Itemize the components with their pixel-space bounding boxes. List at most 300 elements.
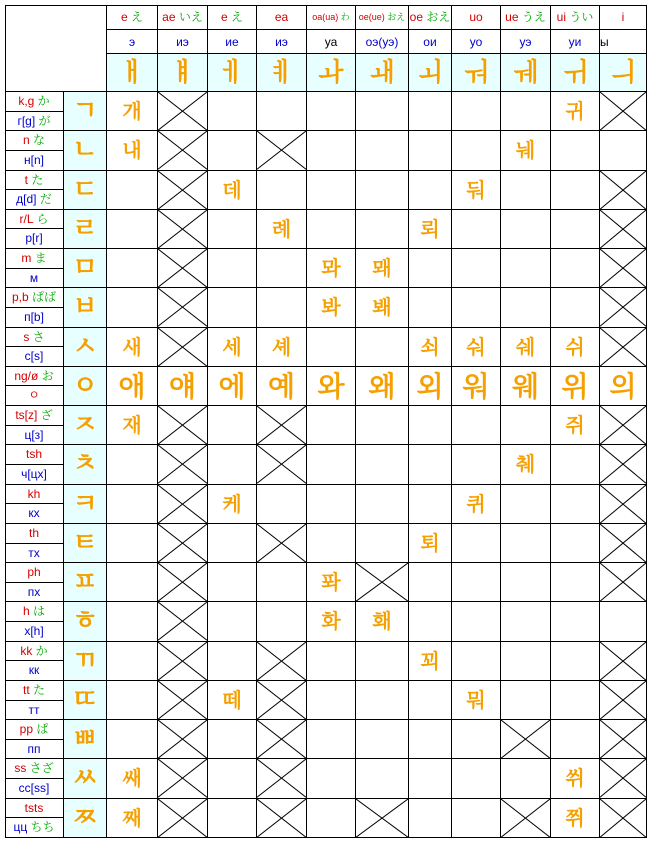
consonant-jamo-2 xyxy=(64,171,107,210)
syllable-cell xyxy=(257,524,307,563)
consonant-jamo-16 xyxy=(64,720,107,759)
cyrillic-label xyxy=(5,779,63,799)
syllable-cell xyxy=(551,642,600,681)
syllable-cell xyxy=(551,485,600,524)
syllable-cell xyxy=(356,171,409,210)
syllable-cell xyxy=(107,249,158,288)
syllable-cell xyxy=(452,288,501,327)
consonant-label-14 xyxy=(5,642,64,681)
syllable-cell xyxy=(107,288,158,327)
latin-text: t xyxy=(24,172,28,187)
cyrillic-text: р[r] xyxy=(25,231,43,246)
syllable-cell xyxy=(356,210,409,249)
syllable-cell xyxy=(208,367,257,406)
syllable-cell xyxy=(107,524,158,563)
syllable-cell xyxy=(551,445,600,484)
syllable-text: 개 xyxy=(122,99,142,123)
cross-mark-icon xyxy=(257,642,306,680)
cyrillic-text: г[g] xyxy=(17,113,36,128)
syllable-cell xyxy=(409,445,452,484)
syllable-cell xyxy=(356,799,409,838)
syllable-cell xyxy=(257,642,307,681)
header-latin-0 xyxy=(107,5,158,30)
cyrillic-text: ц[з] xyxy=(24,427,44,442)
syllable-cell xyxy=(600,171,647,210)
consonant-jamo: ㅍ xyxy=(72,567,98,598)
syllable-cell xyxy=(409,602,452,641)
cross-mark-icon xyxy=(600,720,646,758)
syllable-cell xyxy=(356,288,409,327)
syllable-cell xyxy=(307,210,356,249)
syllable-cell xyxy=(257,288,307,327)
cross-mark-icon xyxy=(600,406,646,444)
syllable-cell xyxy=(208,328,257,367)
syllable-cell xyxy=(409,563,452,602)
consonant-label-13 xyxy=(5,602,64,641)
cyrillic-label: оэ(уэ) xyxy=(365,35,399,49)
kana-text: だ xyxy=(36,192,52,207)
syllable-cell xyxy=(501,681,551,720)
header-cyrillic-10 xyxy=(600,30,647,54)
header-latin-label xyxy=(158,5,207,30)
syllable-text: 봐 xyxy=(321,295,341,320)
cross-mark-icon xyxy=(158,524,207,562)
syllable-cell xyxy=(158,681,208,720)
cyrillic-label: иэ xyxy=(176,35,189,49)
syllable-cell xyxy=(208,210,257,249)
consonant-label-7 xyxy=(5,367,64,406)
cyrillic-text: тх xyxy=(28,545,40,560)
latin-label xyxy=(5,367,63,387)
syllable-text: 웨 xyxy=(511,369,540,403)
syllable-cell xyxy=(158,720,208,759)
latin-text: k,g xyxy=(18,94,35,108)
syllable-text: 홰 xyxy=(372,609,392,634)
cyrillic-label: уи xyxy=(568,35,582,49)
header-cyrillic-1 xyxy=(158,30,208,54)
consonant-jamo: ㅎ xyxy=(72,606,98,637)
cyrillic-label: уо xyxy=(469,35,483,49)
syllable-cell xyxy=(452,642,501,681)
vowel-jamo: ㅘ xyxy=(318,58,344,88)
syllable-cell xyxy=(208,602,257,641)
cyrillic-label xyxy=(5,544,63,564)
syllable-cell xyxy=(501,249,551,288)
cyrillic-label xyxy=(5,740,63,760)
cyrillic-label xyxy=(5,818,63,838)
syllable-cell xyxy=(208,406,257,445)
latin-text: pp xyxy=(19,722,33,737)
syllable-cell xyxy=(107,210,158,249)
syllable-cell xyxy=(158,92,208,131)
cross-mark-icon xyxy=(600,171,646,209)
header-vowel-10 xyxy=(600,54,647,92)
syllable-cell xyxy=(158,249,208,288)
header-latin-4 xyxy=(307,5,356,30)
syllable-cell xyxy=(257,485,307,524)
syllable-cell xyxy=(356,92,409,131)
kana-text: が xyxy=(35,113,51,128)
latin-label xyxy=(5,131,63,151)
syllable-cell xyxy=(551,563,600,602)
syllable-cell xyxy=(257,799,307,838)
vowel-jamo: ㅐ xyxy=(119,58,145,88)
syllable-cell xyxy=(107,681,158,720)
vowel-jamo: ㅒ xyxy=(169,58,196,88)
syllable-cell xyxy=(600,720,647,759)
consonant-jamo-11 xyxy=(64,524,107,563)
header-vowel-2 xyxy=(208,54,257,92)
syllable-cell xyxy=(600,563,647,602)
cyrillic-label: иэ xyxy=(275,35,288,49)
consonant-jamo: ㅆ xyxy=(72,763,98,794)
consonant-jamo-8 xyxy=(64,406,107,445)
header-vowel-8 xyxy=(501,54,551,92)
cyrillic-label xyxy=(5,190,63,210)
consonant-jamo-14 xyxy=(64,642,107,681)
syllable-text: 숴 xyxy=(466,334,486,359)
syllable-text: 뭐 xyxy=(466,687,486,712)
syllable-cell xyxy=(452,131,501,170)
cross-mark-icon xyxy=(257,445,306,483)
syllable-cell xyxy=(158,642,208,681)
syllable-cell xyxy=(307,642,356,681)
latin-label xyxy=(5,288,63,308)
cross-mark-icon xyxy=(158,92,207,130)
header-latin-7 xyxy=(452,5,501,30)
syllable-cell xyxy=(208,759,257,798)
korean-vowel-chart xyxy=(5,5,647,838)
cross-mark-icon xyxy=(158,799,207,837)
syllable-cell xyxy=(501,563,551,602)
syllable-cell xyxy=(501,799,551,838)
header-vowel-5 xyxy=(356,54,409,92)
consonant-label-11 xyxy=(5,524,64,563)
latin-text: ae xyxy=(162,10,176,24)
cross-mark-icon xyxy=(158,759,207,797)
syllable-cell xyxy=(158,171,208,210)
cyrillic-label xyxy=(5,269,63,289)
consonant-jamo-5 xyxy=(64,288,107,327)
syllable-cell xyxy=(208,92,257,131)
cross-mark-icon xyxy=(257,720,306,758)
syllable-cell xyxy=(208,681,257,720)
latin-text: ts[z] xyxy=(15,408,38,423)
syllable-cell xyxy=(307,171,356,210)
cyrillic-text: пп xyxy=(27,741,41,756)
syllable-cell xyxy=(600,249,647,288)
consonant-label-5 xyxy=(5,288,64,327)
syllable-text: 워 xyxy=(462,369,490,403)
consonant-jamo: ㅃ xyxy=(72,724,98,755)
syllable-cell xyxy=(600,602,647,641)
syllable-cell xyxy=(158,210,208,249)
consonant-label-17 xyxy=(5,759,64,798)
cross-mark-icon xyxy=(600,642,646,680)
consonant-jamo-15 xyxy=(64,681,107,720)
header-latin-label xyxy=(409,5,451,30)
vowel-jamo: ㅞ xyxy=(512,58,539,88)
kana-text: か xyxy=(34,94,50,108)
cyrillic-label xyxy=(5,386,63,406)
syllable-cell xyxy=(600,759,647,798)
vowel-jamo: ㅖ xyxy=(268,58,295,88)
latin-label xyxy=(5,328,63,348)
syllable-cell xyxy=(452,602,501,641)
cyrillic-label: ие xyxy=(225,35,239,49)
syllable-text: 왜 xyxy=(368,369,396,403)
cyrillic-text: д[d] xyxy=(16,192,37,207)
cross-mark-icon xyxy=(257,131,306,169)
syllable-cell xyxy=(107,328,158,367)
kana-text: え xyxy=(127,10,144,24)
cyrillic-label xyxy=(5,701,63,721)
latin-text: r/L xyxy=(19,211,34,226)
cross-mark-icon xyxy=(257,524,306,562)
syllable-cell xyxy=(600,131,647,170)
syllable-cell xyxy=(158,602,208,641)
consonant-jamo-4 xyxy=(64,249,107,288)
syllable-cell xyxy=(208,524,257,563)
consonant-jamo: ㅌ xyxy=(72,527,98,558)
consonant-label-9 xyxy=(5,445,64,484)
header-latin-label xyxy=(501,5,550,30)
header-vowel-4 xyxy=(307,54,356,92)
syllable-cell xyxy=(208,131,257,170)
syllable-cell xyxy=(307,445,356,484)
latin-label xyxy=(5,406,63,426)
latin-text: tsh xyxy=(25,447,42,462)
syllable-text: 쥐 xyxy=(565,413,585,438)
cross-mark-icon xyxy=(600,681,646,719)
latin-text: e xyxy=(220,10,228,24)
syllable-cell xyxy=(356,406,409,445)
consonant-label-18 xyxy=(5,799,64,838)
syllable-text: 퇴 xyxy=(420,530,440,555)
syllable-cell xyxy=(356,602,409,641)
kana-text: ぱ xyxy=(33,722,49,737)
consonant-label-3 xyxy=(5,210,64,249)
header-cyrillic-5 xyxy=(356,30,409,54)
kana-text: た xyxy=(28,172,44,187)
kana-text: わ xyxy=(338,12,350,22)
latin-text: m xyxy=(21,251,32,266)
syllable-text: 쌔 xyxy=(122,766,142,791)
consonant-label-2 xyxy=(5,171,64,210)
cyrillic-label xyxy=(5,308,63,328)
latin-label xyxy=(5,720,63,740)
syllable-cell xyxy=(409,485,452,524)
syllable-text: 얘 xyxy=(168,369,197,403)
syllable-cell xyxy=(600,210,647,249)
syllable-cell xyxy=(107,171,158,210)
syllable-cell xyxy=(257,406,307,445)
latin-text: ea xyxy=(274,10,289,24)
cross-mark-icon xyxy=(600,288,646,326)
syllable-text: 외 xyxy=(416,369,444,403)
syllable-cell xyxy=(600,92,647,131)
cyrillic-label xyxy=(5,347,63,367)
cross-mark-icon xyxy=(257,759,306,797)
syllable-text: 퀴 xyxy=(466,491,486,516)
cross-mark-icon xyxy=(158,406,207,444)
syllable-cell xyxy=(107,602,158,641)
syllable-cell xyxy=(356,445,409,484)
syllable-text: 내 xyxy=(122,138,142,163)
consonant-jamo-13 xyxy=(64,602,107,641)
consonant-jamo-9 xyxy=(64,445,107,484)
syllable-text: 쇠 xyxy=(420,334,440,359)
syllable-text: 재 xyxy=(122,413,142,438)
syllable-cell xyxy=(409,249,452,288)
consonant-jamo-0 xyxy=(64,92,107,131)
syllable-cell xyxy=(600,485,647,524)
syllable-cell xyxy=(208,642,257,681)
syllable-cell xyxy=(158,445,208,484)
cross-mark-icon xyxy=(600,759,646,797)
cyrillic-label: уэ xyxy=(519,35,532,49)
cyrillic-label: ои xyxy=(423,35,437,49)
header-cyrillic-3 xyxy=(257,30,307,54)
latin-text: i xyxy=(621,10,625,24)
latin-text: oe(ue) xyxy=(358,12,385,22)
syllable-cell xyxy=(551,171,600,210)
syllable-cell xyxy=(551,92,600,131)
syllable-cell xyxy=(158,524,208,563)
syllable-cell xyxy=(452,406,501,445)
cyrillic-label xyxy=(5,151,63,171)
consonant-jamo: ㄱ xyxy=(72,96,98,126)
syllable-cell xyxy=(409,288,452,327)
syllable-cell xyxy=(501,92,551,131)
syllable-cell xyxy=(107,759,158,798)
syllable-cell xyxy=(600,288,647,327)
cross-mark-icon xyxy=(600,92,646,130)
latin-text: e xyxy=(120,10,128,24)
header-latin-label xyxy=(551,5,599,30)
syllable-cell xyxy=(551,681,600,720)
syllable-cell xyxy=(257,171,307,210)
syllable-cell xyxy=(501,720,551,759)
latin-text: kk xyxy=(20,643,33,658)
kana-text: た xyxy=(29,682,45,697)
syllable-text: 눼 xyxy=(515,138,536,163)
syllable-cell xyxy=(158,131,208,170)
consonant-label-0 xyxy=(5,92,64,131)
syllable-cell xyxy=(307,249,356,288)
latin-text: ue xyxy=(505,10,519,24)
syllable-cell xyxy=(257,602,307,641)
kana-text: な xyxy=(29,133,46,148)
cyrillic-text: сс[ss] xyxy=(18,781,50,796)
consonant-jamo: ㅇ xyxy=(72,370,98,401)
header-latin-label xyxy=(257,5,306,30)
consonant-jamo-18 xyxy=(64,799,107,838)
syllable-text: 뢰 xyxy=(420,216,440,241)
cross-mark-icon xyxy=(356,563,408,601)
kana-text: ら xyxy=(33,211,49,226)
syllable-cell xyxy=(107,642,158,681)
cross-mark-icon xyxy=(158,131,207,169)
syllable-text: 귀 xyxy=(565,99,585,123)
kana-text: ま xyxy=(31,251,47,266)
latin-text: th xyxy=(28,525,39,540)
latin-text: kh xyxy=(27,486,41,501)
syllable-cell xyxy=(501,171,551,210)
syllable-cell xyxy=(307,563,356,602)
latin-label xyxy=(5,681,63,701)
header-latin-8 xyxy=(501,5,551,30)
latin-text: ph xyxy=(27,565,41,580)
syllable-cell xyxy=(452,563,501,602)
syllable-cell xyxy=(356,524,409,563)
syllable-cell xyxy=(551,288,600,327)
header-cyrillic-9 xyxy=(551,30,600,54)
cross-mark-icon xyxy=(600,249,646,287)
cross-mark-icon xyxy=(158,681,207,719)
header-cyrillic-7 xyxy=(452,30,501,54)
cross-mark-icon xyxy=(158,642,207,680)
latin-label xyxy=(5,210,63,230)
syllable-text: 째 xyxy=(122,805,142,830)
syllable-text: 에 xyxy=(218,369,246,403)
syllable-cell xyxy=(107,406,158,445)
header-vowel-1 xyxy=(158,54,208,92)
syllable-cell xyxy=(501,642,551,681)
cross-mark-icon xyxy=(600,485,646,523)
syllable-cell xyxy=(107,799,158,838)
header-latin-label xyxy=(356,5,408,30)
syllable-cell xyxy=(107,720,158,759)
syllable-text: 뫄 xyxy=(321,256,341,281)
syllable-cell xyxy=(600,367,647,406)
syllable-cell xyxy=(307,328,356,367)
syllable-cell xyxy=(409,799,452,838)
syllable-cell xyxy=(356,759,409,798)
syllable-cell xyxy=(257,328,307,367)
syllable-cell xyxy=(307,759,356,798)
latin-text: n xyxy=(22,133,30,148)
syllable-text: 례 xyxy=(271,216,292,241)
cyrillic-text: кк xyxy=(28,663,40,678)
consonant-jamo: ㄷ xyxy=(72,174,98,205)
latin-text: ss xyxy=(14,761,27,776)
cross-mark-icon xyxy=(600,563,646,601)
syllable-cell xyxy=(257,720,307,759)
latin-text: tsts xyxy=(24,800,44,815)
latin-label xyxy=(5,249,63,269)
syllable-cell xyxy=(356,720,409,759)
syllable-cell xyxy=(208,720,257,759)
cross-mark-icon xyxy=(257,799,306,837)
consonant-label-4 xyxy=(5,249,64,288)
cross-mark-icon xyxy=(158,720,207,758)
syllable-cell xyxy=(501,328,551,367)
syllable-text: 뫠 xyxy=(372,256,392,281)
header-cyrillic-8 xyxy=(501,30,551,54)
consonant-jamo-12 xyxy=(64,563,107,602)
syllable-cell xyxy=(257,759,307,798)
syllable-cell xyxy=(257,563,307,602)
kana-text: え xyxy=(227,10,244,24)
syllable-text: 쉬 xyxy=(565,334,585,359)
cyrillic-text: ㅇ xyxy=(28,388,40,403)
syllable-cell xyxy=(107,485,158,524)
cross-mark-icon xyxy=(158,328,207,366)
cyrillic-text: н[n] xyxy=(24,152,44,167)
syllable-cell xyxy=(409,210,452,249)
latin-text: h xyxy=(22,604,30,619)
